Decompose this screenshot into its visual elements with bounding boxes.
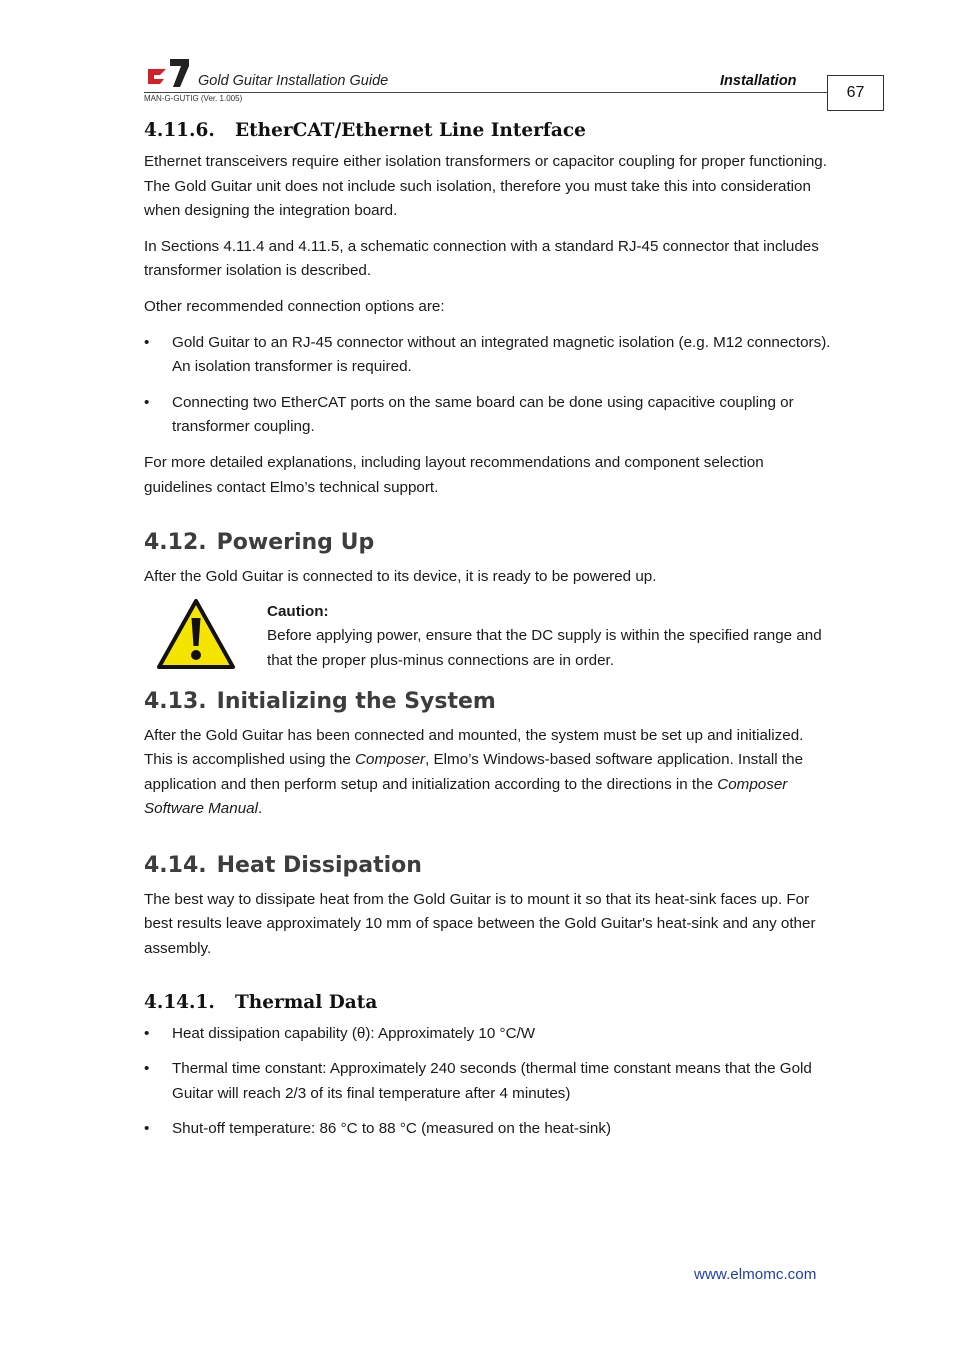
- website-link[interactable]: www.elmomc.com: [694, 1266, 817, 1283]
- bullet-icon: •: [144, 393, 150, 411]
- section-number: 4.13.: [144, 688, 207, 714]
- section-heading-powering-up: [144, 530, 834, 555]
- paragraph: In Sections 4.11.4 and 4.11.5, a schematic connection with a standard RJ-45 connector that includes transformer isolation is described.: [144, 237, 819, 280]
- section-title: Thermal Data: [235, 991, 378, 1013]
- chapter-name: Installation: [720, 73, 797, 89]
- list-item: • Shut-off temperature: 86 °C to 88 °C (measured on the heat-sink): [144, 1117, 834, 1142]
- page-content: [144, 118, 834, 1153]
- caution-label: Caution:: [267, 602, 329, 620]
- document-version: MAN-G-GUTIG (Ver. 1.005): [144, 94, 243, 103]
- manual-name: Composer Software Manual: [144, 775, 788, 818]
- bullet-icon: •: [144, 1120, 150, 1138]
- document-title: Gold Guitar Installation Guide: [198, 73, 389, 89]
- section-heading-thermal-data: [144, 992, 834, 1013]
- warning-triangle-icon: [156, 598, 236, 670]
- section-number: 4.14.1.: [144, 991, 215, 1013]
- bullet-list: [144, 331, 834, 440]
- page-number: 67: [827, 75, 884, 111]
- list-item: • Thermal time constant: Approximately 240 seconds (thermal time constant means that the Gold Guitar will reach 2/3 of its final temperature after 4 minutes): [144, 1057, 834, 1106]
- paragraph: Ethernet transceivers require either isolation transformers or capacitor coupling for proper functioning. The Gold Guitar unit does not include such isolation, therefore you must take this into consideration when designing the integration board.: [144, 153, 827, 220]
- section-title: EtherCAT/Ethernet Line Interface: [235, 120, 586, 141]
- product-name: Composer: [355, 751, 426, 769]
- section-heading-heat-dissipation: [144, 853, 834, 878]
- bullet-icon: •: [144, 1024, 150, 1042]
- bullet-icon: •: [144, 1060, 150, 1078]
- header-rule: [144, 92, 827, 93]
- list-item: • Connecting two EtherCAT ports on the same board can be done using capacitive coupling or transformer coupling.: [144, 391, 834, 440]
- section-title: Powering Up: [216, 530, 375, 556]
- section-heading-initializing: [144, 689, 834, 714]
- section-number: 4.12.: [144, 530, 207, 556]
- paragraph: The best way to dissipate heat from the Gold Guitar is to mount it so that its heat-sink faces up. For best results leave approximately 10 mm of space between the Gold Guitar's heat-sink and any other assembly.: [144, 890, 816, 958]
- section-heading-ethercat: [144, 120, 834, 141]
- section-title: Heat Dissipation: [216, 852, 422, 878]
- paragraph: Other recommended connection options are:: [144, 297, 445, 315]
- elmo-logo-icon: [146, 57, 190, 89]
- caution-text: [267, 598, 834, 674]
- paragraph: For more detailed explanations, including layout recommendations and component selection guidelines contact Elmo’s technical support.: [144, 453, 764, 496]
- caution-box: [144, 598, 834, 674]
- bullet-list: [144, 1022, 834, 1142]
- list-item: • Gold Guitar to an RJ-45 connector without an integrated magnetic isolation (e.g. M12 connectors). An isolation transformer is required.: [144, 331, 834, 380]
- section-number: 4.14.: [144, 852, 207, 878]
- paragraph: After the Gold Guitar has been connected and mounted, the system must be set up and initialized. This is accomplished using the Composer, Elmo’s Windows-based software application. Install the application and then perform setup and initialization according to the directions in the Composer Software Manual.: [144, 726, 804, 818]
- section-title: Initializing the System: [216, 688, 496, 714]
- paragraph: After the Gold Guitar is connected to its device, it is ready to be powered up.: [144, 568, 657, 586]
- section-number: 4.11.6.: [144, 120, 215, 141]
- list-item: • Heat dissipation capability (θ): Approximately 10 °C/W: [144, 1022, 834, 1047]
- bullet-icon: •: [144, 333, 150, 351]
- caution-message: Before applying power, ensure that the DC supply is within the specified range and that the proper plus-minus connections are in order.: [267, 627, 822, 669]
